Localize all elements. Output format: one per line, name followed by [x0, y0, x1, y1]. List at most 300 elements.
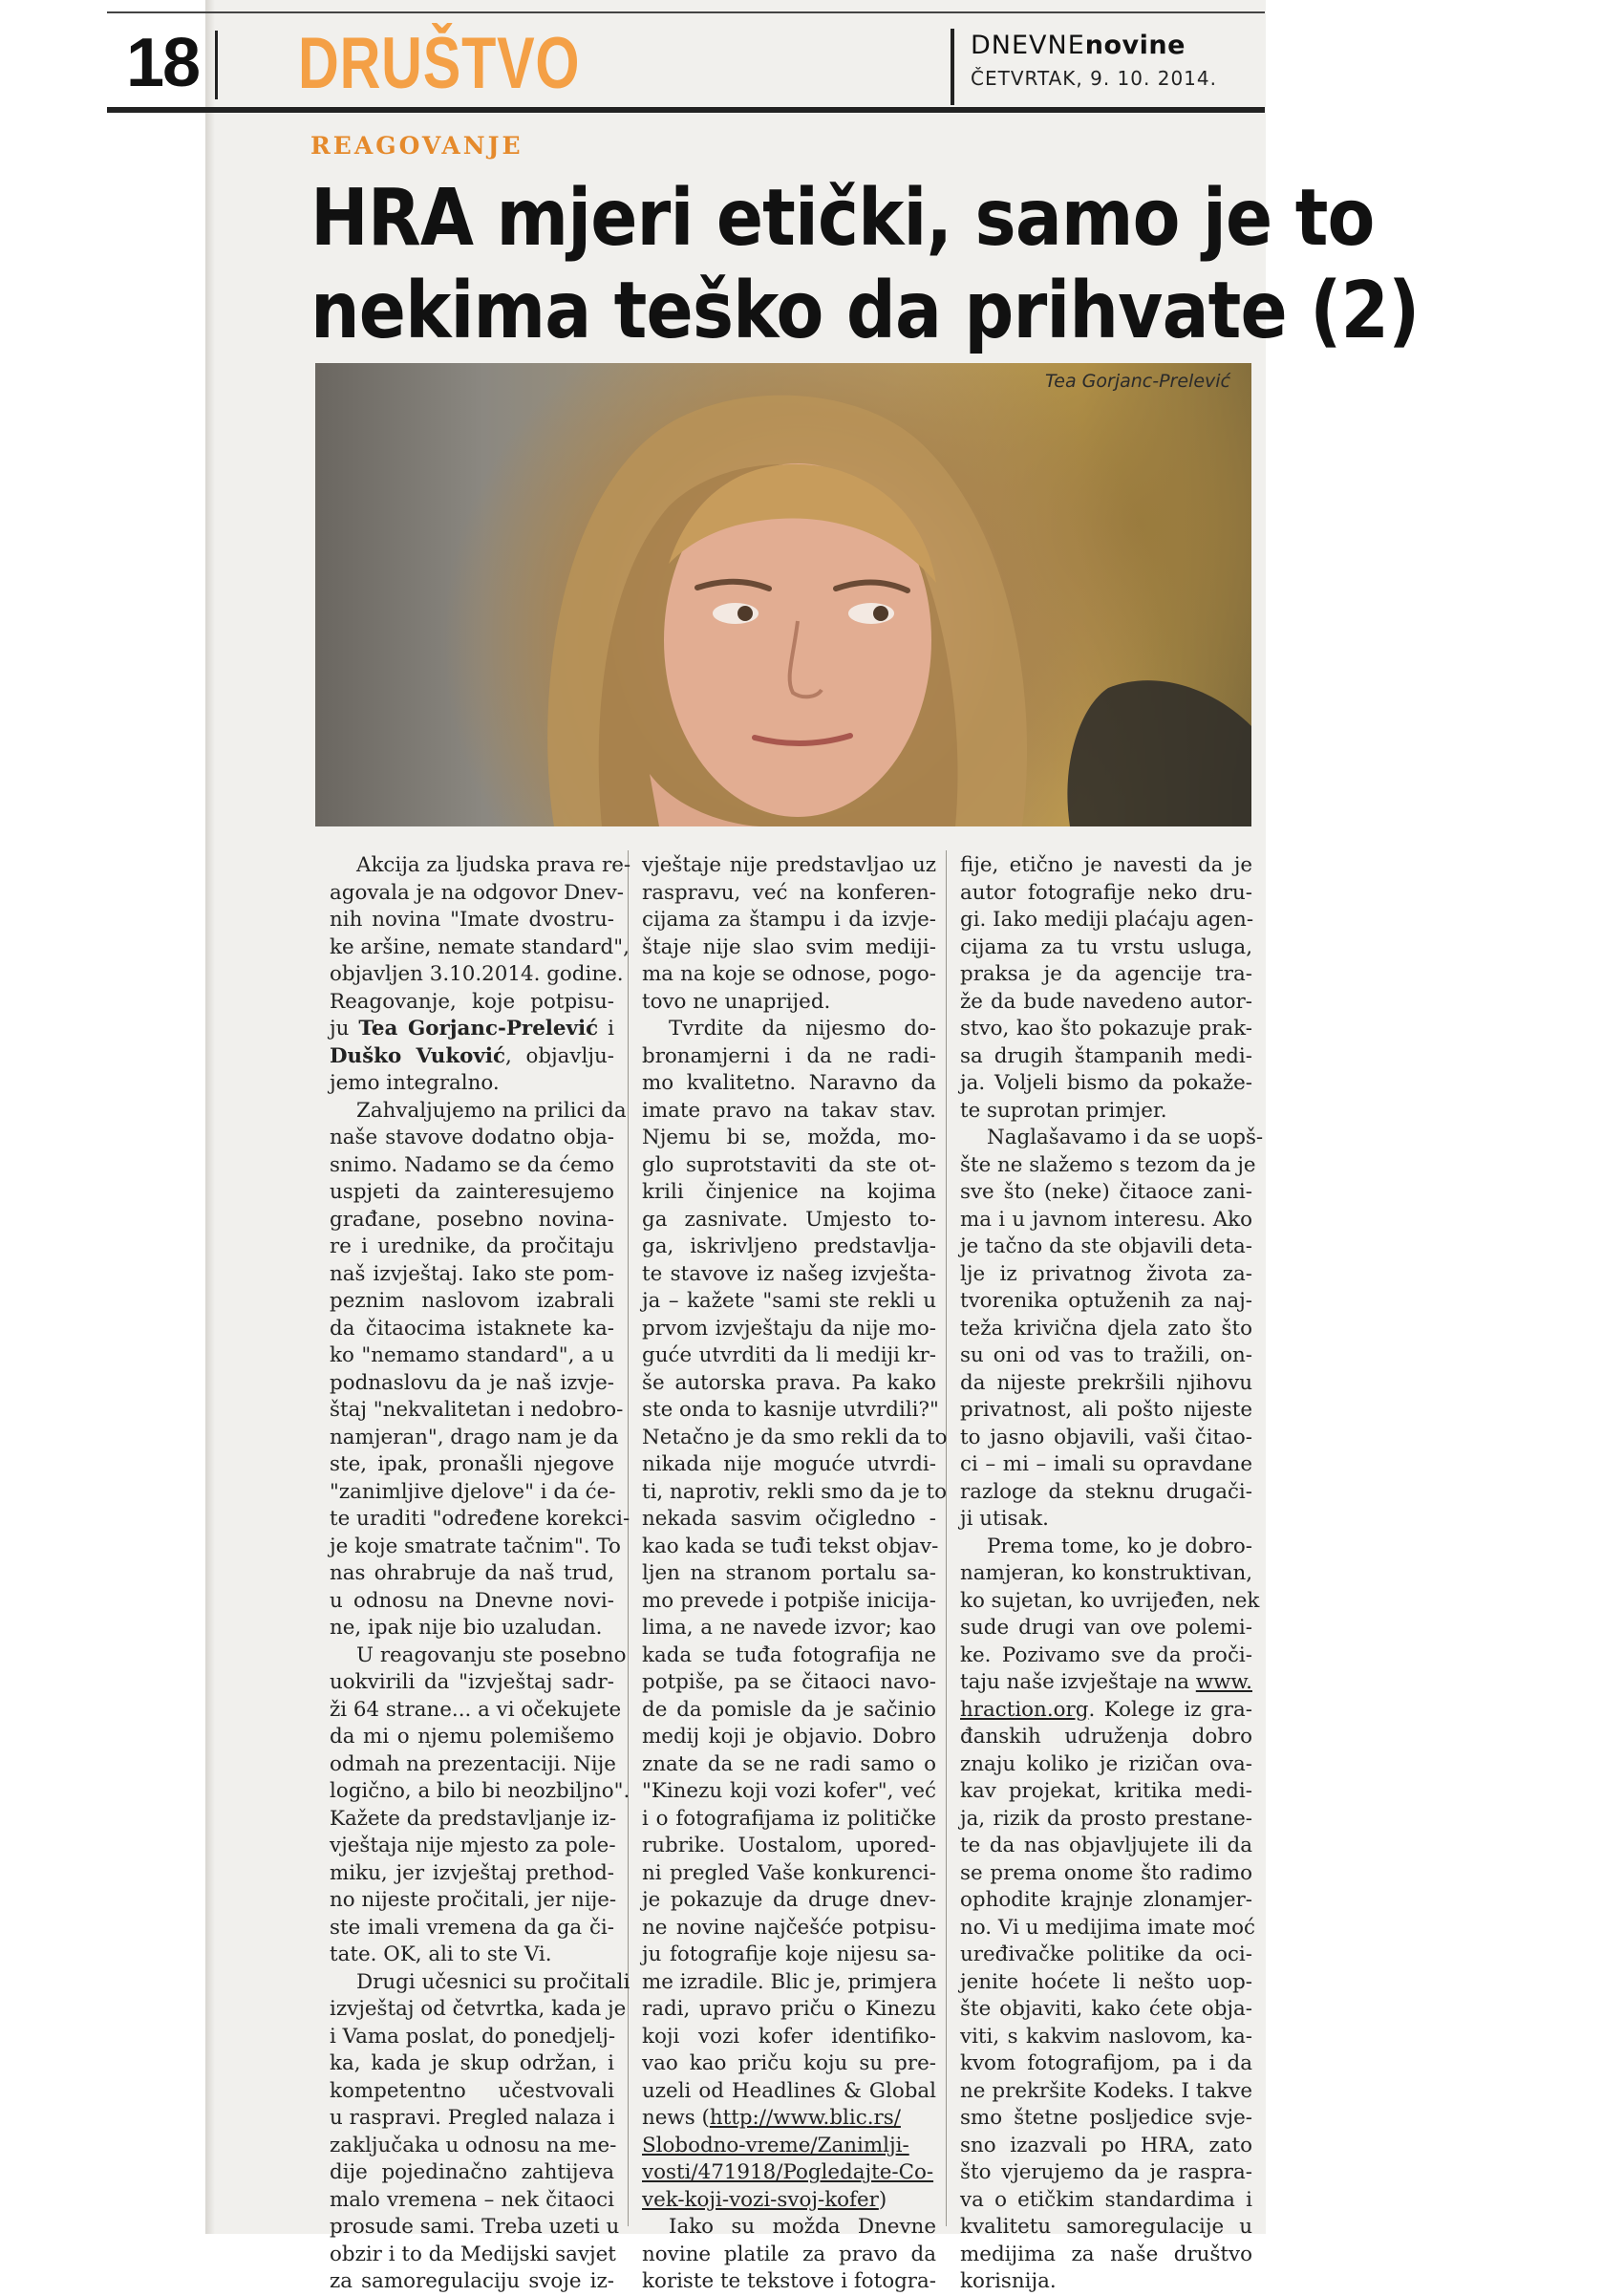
line-text: te suprotan primjer. [960, 1098, 1167, 1123]
article-line [330, 1288, 614, 1316]
line-text: me izradile. Blic je, primjera [642, 1969, 937, 1994]
line-text: gi. Iako mediji plaćaju agen- [960, 908, 1254, 932]
line-text: ophodite krajnje zlonamjer- [960, 1888, 1252, 1912]
line-text: su oni od vas to tražili, on- [960, 1343, 1252, 1367]
article-line [642, 989, 936, 1017]
line-text: . Kolege iz gra- [1088, 1697, 1252, 1722]
article-line [960, 1261, 1252, 1289]
article-line [330, 1806, 617, 1834]
line-text: stvo, kao što pokazuje prak- [960, 1017, 1252, 1041]
page-number: 18 [126, 25, 200, 101]
line-text: radi, upravo priču o Kinezu [642, 1997, 936, 2021]
line-text: je pokazuje da druge dnev- [642, 1888, 936, 1912]
article-line [330, 1207, 614, 1234]
article-line [642, 1179, 936, 1207]
line-text: ja. Voljeli bismo da pokaže- [960, 1071, 1252, 1095]
article-line [642, 880, 936, 908]
article-line [642, 1098, 936, 1126]
line-text: je koje smatrate tačnim". To [330, 1534, 621, 1558]
article-line [960, 1615, 1252, 1642]
article-line [642, 852, 936, 880]
article-line [642, 934, 936, 962]
article-line [330, 1397, 624, 1425]
article-line [960, 1288, 1252, 1316]
article-line [960, 1234, 1252, 1261]
article-line [960, 1506, 1252, 1534]
article-line [642, 1043, 936, 1071]
line-text: ne prekršite Kodeks. I takve [960, 2078, 1252, 2103]
headline-line-1: HRA mjeri etički, samo je to [310, 173, 1375, 264]
line-text: imate pravo na takav stav. [642, 1098, 936, 1123]
line-text: prosude sami. Treba uzeti u [330, 2215, 620, 2239]
author-name: Duško Vuković [330, 1043, 505, 1068]
author-name: Tea Gorjanc-Prelević [358, 1017, 599, 1041]
line-text: ci – mi – imali su opravdane [960, 1452, 1252, 1476]
newspaper-brand [971, 31, 1186, 60]
publication-date: ČETVRTAK, 9. 10. 2014. [971, 67, 1217, 90]
article-line [330, 1751, 614, 1779]
line-text: Njemu bi se, možda, mo- [642, 1126, 936, 1149]
line-text: Kažete da predstavljanje iz- [330, 1806, 617, 1831]
article-column-3 [960, 852, 1264, 2296]
line-text: ko "nemamo standard", a u [330, 1343, 614, 1367]
article-line [960, 2105, 1252, 2133]
article-line [330, 1043, 614, 1071]
article-line [330, 1152, 614, 1180]
article-line [642, 1288, 936, 1316]
line-text: nih novina "Imate dvostru- [330, 908, 614, 932]
article-line [330, 1234, 614, 1261]
article-column-2 [642, 852, 948, 2296]
line-text: ja – kažete "sami ste rekli u [642, 1289, 936, 1313]
article-line [960, 2050, 1252, 2078]
line-text: Tvrdite da nijesmo do- [669, 1017, 936, 1041]
line-text: u odnosu na Dnevne novi- [330, 1588, 614, 1613]
line-text: ka, kada je skup održan, i [330, 2051, 614, 2075]
article-line [330, 2133, 617, 2160]
line-text: uzeli od Headlines & Global [642, 2078, 936, 2103]
column-rule-1 [628, 850, 629, 2226]
line-text: štaje nije slao svim mediji- [642, 934, 936, 959]
line-text: nekada sasvim očigledno - [642, 1507, 936, 1531]
line-text: tate. OK, ali to ste Vi. [330, 1942, 552, 1966]
article-line [642, 1506, 936, 1534]
line-text: ju fotografije koje nijesu sa- [642, 1942, 936, 1966]
line-text: vao kao priču koju su pre- [642, 2051, 936, 2075]
line-text: dije pojedinačno zahtijeva [330, 2160, 614, 2184]
line-text: lima, a ne navede izvor; kao [642, 1616, 936, 1640]
line-text: obzir i to da Medijski savjet [330, 2242, 616, 2266]
article-line [330, 934, 630, 962]
line-text: kao kada se tuđi tekst objav- [642, 1534, 939, 1558]
line-text: te uraditi "određene korekci- [330, 1507, 630, 1531]
url-link[interactable]: vosti/471918/Pogledajte-Co- [642, 2160, 934, 2184]
article-line [642, 2268, 936, 2296]
line-text: že da bude navedeno autor- [960, 989, 1252, 1014]
article-line [330, 1615, 614, 1642]
line-text: ste imali vremena da ga či- [330, 1915, 614, 1940]
line-text: kompetentno učestvovali [330, 2078, 614, 2103]
article-line [960, 1806, 1252, 1834]
line-text: Naglašavamo i da se uopš- [987, 1126, 1264, 1149]
article-line [960, 961, 1252, 989]
line-text: nikada nije moguće utvrdi- [642, 1452, 936, 1476]
photo-credit: Tea Gorjanc-Prelević [1045, 371, 1230, 392]
article-line [960, 1751, 1252, 1779]
line-text: praksa je da agencije tra- [960, 962, 1252, 986]
article-column-1 [330, 852, 631, 2296]
article-line [642, 1370, 936, 1398]
line-text: Prema tome, ko je dobro- [987, 1534, 1252, 1558]
article-line [642, 1534, 939, 1561]
article-line [960, 1996, 1252, 2024]
article-line [642, 1479, 948, 1507]
brand-bold: novine [1084, 31, 1186, 60]
article-headline [310, 172, 1420, 357]
article-line [960, 1342, 1252, 1370]
article-line [960, 1451, 1252, 1479]
article-line [642, 1261, 936, 1289]
article-line [330, 1179, 614, 1207]
line-text: va o etičkim standardima i [960, 2187, 1252, 2212]
line-text: jemo integralno. [330, 1071, 500, 1095]
article-line [642, 1751, 936, 1779]
article-line [642, 1451, 936, 1479]
article-line [330, 1887, 617, 1915]
article-line [642, 1316, 936, 1343]
line-text: ga, iskrivljeno predstavlja- [642, 1234, 936, 1258]
article-line [960, 1479, 1252, 1507]
line-text: namjeran", drago nam je da [330, 1425, 619, 1449]
article-line [642, 1588, 936, 1616]
line-text: je tačno da ste objavili deta- [960, 1234, 1252, 1258]
article-line [960, 1560, 1252, 1588]
line-text: peznim naslovom izabrali [330, 1289, 614, 1313]
article-line [960, 880, 1252, 908]
article-line [642, 2105, 936, 2133]
line-text: Iako su možda Dnevne [669, 2215, 936, 2239]
url-link[interactable]: Slobodno-vreme/Zanimlji- [642, 2133, 909, 2157]
article-line [960, 1724, 1252, 1751]
article-line [330, 2268, 614, 2296]
line-text: tovo ne unaprijed. [642, 989, 831, 1014]
article-line [960, 2242, 1252, 2269]
article-line [642, 1969, 936, 1997]
article-line [642, 1669, 936, 1697]
article-line [330, 1588, 614, 1616]
article-line [642, 2159, 936, 2187]
article-line [960, 1534, 1252, 1561]
article-line [960, 1833, 1252, 1860]
article-line [642, 2214, 936, 2242]
line-text: ) [878, 2187, 887, 2212]
article-line [330, 1996, 627, 2024]
line-text: no nijeste pročitali, jer nije- [330, 1888, 617, 1912]
line-text: da nijeste prekršili njihovu [960, 1370, 1252, 1395]
line-text: sno izazvali po HRA, zato [960, 2133, 1252, 2157]
article-line [960, 1397, 1252, 1425]
article-line [960, 1915, 1256, 1942]
article-line [642, 1724, 936, 1751]
line-text: privatnost, ali pošto nijeste [960, 1398, 1252, 1422]
article-line [642, 1207, 936, 1234]
line-text: za samoregulaciju svoje iz- [330, 2269, 614, 2293]
article-line [330, 2105, 614, 2133]
article-line [330, 961, 624, 989]
line-text: ko sujetan, ko uvrijeđen, nek [960, 1588, 1260, 1613]
article-line [960, 1125, 1264, 1152]
article-line [960, 2159, 1252, 2187]
article-line [960, 1778, 1252, 1806]
article-line [330, 1425, 619, 1452]
article-line [960, 1179, 1252, 1207]
article-line [642, 1860, 936, 1888]
article-line [960, 1860, 1252, 1888]
line-text: Zahvaljujemo na prilici da [356, 1098, 627, 1123]
article-line [960, 1316, 1252, 1343]
article-line [642, 1342, 936, 1370]
article-line [642, 2187, 936, 2215]
article-line [642, 2242, 936, 2269]
line-text: mo kvalitetno. Naravno da [642, 1071, 936, 1095]
article-line [330, 2187, 614, 2215]
article-line [330, 2078, 614, 2106]
line-text: lje iz privatnog života za- [960, 1261, 1252, 1286]
line-text: naše stavove dodatno obja- [330, 1126, 614, 1149]
article-line [960, 1697, 1252, 1725]
page-header [107, 11, 1265, 112]
article-line [960, 1942, 1252, 1969]
article-line [642, 1070, 936, 1098]
url-link[interactable]: www. [1195, 1670, 1252, 1694]
line-text: glo suprotstaviti da ste ot- [642, 1152, 936, 1177]
line-text: ke aršine, nemate standard", [330, 934, 630, 959]
header-top-rule [107, 11, 1265, 13]
url-link[interactable]: vek-koji-vozi-svoj-kofer [642, 2187, 879, 2212]
line-text: šte objaviti, kako ćete obja- [960, 1997, 1252, 2021]
line-text: ni pregled Vaše konkurenci- [642, 1860, 936, 1885]
line-text: ke. Pozivamo sve da pročі- [960, 1642, 1252, 1667]
article-line [330, 1778, 630, 1806]
line-text: ju [330, 1017, 359, 1041]
article-kicker: REAGOVANJE [310, 132, 524, 160]
article-line [330, 1506, 630, 1534]
article-line [642, 1615, 936, 1642]
line-text: đanskih udruženja dobro [960, 1725, 1252, 1749]
line-text: Akcija za ljudska prava re- [356, 853, 631, 877]
line-text: vještaje nije predstavljao uz [642, 853, 936, 877]
line-text: kvalitetu samoregulacije u [960, 2215, 1252, 2239]
line-text: raspravu, već na konferen- [642, 880, 936, 905]
line-text: snimo. Nadamo se da ćemo [330, 1152, 614, 1177]
line-text: ljen na stranom portalu sa- [642, 1561, 936, 1585]
article-line [642, 1996, 936, 2024]
article-line [642, 907, 936, 934]
article-line [330, 1560, 614, 1588]
line-text: sude drugi van ove polemi- [960, 1616, 1252, 1640]
line-text: kvom fotografijom, pa i da [960, 2051, 1252, 2075]
line-text: "zanimljive djelove" i da će- [330, 1479, 616, 1504]
article-line [960, 1370, 1252, 1398]
line-text: razloge da steknu drugači- [960, 1479, 1252, 1504]
line-text: ma i u javnom interesu. Ako [960, 1207, 1252, 1232]
portrait-illustration [315, 363, 1251, 826]
line-text: bronamjerni i da ne radi- [642, 1043, 936, 1068]
line-text: i [598, 1017, 614, 1041]
article-line [960, 989, 1252, 1017]
line-text: malo vremena – nek čitaoci [330, 2187, 614, 2212]
line-text: no. Vi u medijima imate moć [960, 1915, 1256, 1940]
line-text: se prema onome što radimo [960, 1860, 1252, 1885]
article-line [960, 1887, 1252, 1915]
article-line [960, 1070, 1252, 1098]
article-line [960, 2078, 1252, 2106]
article-line [642, 1234, 936, 1261]
line-text: kav projekat, kritika medi- [960, 1779, 1252, 1803]
line-text: štaj "nekvalitetan i nedobro- [330, 1398, 624, 1422]
article-line [330, 1724, 614, 1751]
article-line [330, 907, 614, 934]
line-text: ži 64 strane... a vi očekujete [330, 1697, 622, 1722]
article-line [960, 852, 1252, 880]
line-text: agovala je na odgovor Dnev- [330, 880, 625, 905]
header-bottom-rule [107, 107, 1265, 113]
article-line [330, 1316, 614, 1343]
line-text: ne, ipak nije bio uzaludan. [330, 1616, 603, 1640]
line-text: ste onda to kasnije utvrdili?" [642, 1398, 939, 1422]
article-line [642, 1642, 936, 1670]
article-line [642, 1397, 939, 1425]
line-text: guće utvrditi da li mediji kr- [642, 1343, 936, 1367]
article-line [960, 907, 1252, 934]
article-line [330, 1860, 614, 1888]
article-line [330, 2159, 614, 2187]
article-line [330, 880, 625, 908]
article-line [960, 1969, 1252, 1997]
url-link[interactable]: http://www.blic.rs/ [709, 2106, 901, 2130]
article-line [330, 1534, 621, 1561]
article-line [642, 1125, 936, 1152]
url-link[interactable]: hraction.org [960, 1697, 1089, 1722]
article-line [642, 961, 936, 989]
article-line [330, 2050, 614, 2078]
line-text: Drugi učesnici su pročitali [356, 1969, 630, 1994]
line-text: i o fotografijama iz političke [642, 1806, 936, 1831]
line-text: še autorska prava. Pa kako [642, 1370, 936, 1395]
line-text: news ( [642, 2106, 710, 2130]
article-line [330, 2214, 620, 2242]
line-text: kada se tuđa fotografija ne [642, 1642, 936, 1667]
line-text: , objavlju- [505, 1043, 614, 1068]
article-line [642, 1806, 936, 1834]
article-line [642, 2024, 936, 2051]
line-text: novine platile za pravo da [642, 2242, 936, 2266]
article-line [330, 1125, 614, 1152]
line-text: šte ne slažemo s tezom da je [960, 1152, 1256, 1177]
article-line [642, 1833, 936, 1860]
article-line [330, 1969, 630, 1997]
line-text: vještaja nije mjesto za pole- [330, 1834, 616, 1857]
article-line [960, 1642, 1252, 1670]
line-text: uokvirili da "izvještaj sadr- [330, 1670, 614, 1694]
line-text: ma na koje se odnose, pogo- [642, 962, 936, 986]
line-text: da mi o njemu polemišemo [330, 1725, 614, 1749]
line-text: prvom izvještaju da nije mo- [642, 1316, 936, 1341]
article-line [330, 1942, 614, 1969]
article-line [642, 2050, 936, 2078]
line-text: znate da se ne radi samo o [642, 1751, 936, 1776]
article-line [960, 1425, 1252, 1452]
line-text: zaključaka u odnosu na me- [330, 2133, 617, 2157]
line-text: krili činjenice na kojima [642, 1180, 936, 1204]
article-line [642, 1887, 936, 1915]
page-number-divider [215, 31, 218, 99]
line-text: ga zasnivate. Umjesto to- [642, 1207, 936, 1232]
line-text: naš izvještaj. Iako ste pom- [330, 1261, 614, 1286]
line-text: izvještaj od četvrtka, kada je [330, 1997, 627, 2021]
line-text: "Kinezu koji vozi kofer", već [642, 1779, 936, 1803]
article-line [642, 1425, 948, 1452]
article-line [960, 2133, 1252, 2160]
line-text: odmah na prezentaciji. Nije [330, 1751, 616, 1776]
line-text: sve što (neke) čitaoce zani- [960, 1180, 1252, 1204]
line-text: tvorenika optuženih za naj- [960, 1289, 1252, 1313]
article-line [960, 1207, 1252, 1234]
line-text: miku, jer izvještaj prethod- [330, 1860, 614, 1885]
headline-line-2: nekima teško da prihvate (2) [310, 266, 1420, 356]
article-line [960, 1043, 1252, 1071]
line-text: smo štetne posljedice svje- [960, 2106, 1252, 2130]
article-line [642, 1915, 936, 1942]
column-rule-2 [946, 850, 947, 2226]
article-line [330, 1016, 614, 1043]
line-text: sa drugih štampanih medi- [960, 1043, 1252, 1068]
article-line [330, 1915, 614, 1942]
brand-divider [951, 29, 954, 105]
line-text: autor fotografije neko dru- [960, 880, 1252, 905]
line-text: ne novine najčešće potpisu- [642, 1915, 936, 1940]
article-line [330, 2024, 614, 2051]
article-line [960, 1669, 1252, 1697]
section-name: DRUŠTVO [298, 23, 581, 104]
line-text: ja, rizik da prosto prestane- [960, 1806, 1252, 1831]
article-line [960, 1098, 1252, 1126]
article-line [642, 1778, 936, 1806]
article-line [330, 1669, 614, 1697]
line-text: ti, naprotiv, rekli smo da je to [642, 1479, 948, 1504]
line-text: ste, ipak, pronašli njegove [330, 1452, 614, 1476]
line-text: objavljen 3.10.2014. godine. [330, 962, 624, 986]
line-text: viti, s kakvim naslovom, ka- [960, 2024, 1252, 2049]
article-line [642, 2078, 936, 2106]
line-text: koriste te tekstove i fotogra- [642, 2269, 937, 2293]
brand-light: DNEVNE [971, 31, 1085, 60]
line-text: rubrike. Uostalom, upored- [642, 1834, 936, 1857]
article-line [330, 2242, 614, 2269]
line-text: Netačno je da smo rekli da to [642, 1425, 948, 1449]
line-text: fije, etično je navesti da je [960, 853, 1252, 877]
line-text: to jasno objavili, vaši čitao- [960, 1425, 1252, 1449]
line-text: re i urednike, da pročitaju [330, 1234, 614, 1258]
line-text: uspjeti da zainteresujemo [330, 1180, 614, 1204]
article-line [330, 1261, 614, 1289]
article-line [960, 934, 1252, 962]
article-line [960, 2187, 1252, 2215]
line-text: cijama za štampu i da izvje- [642, 908, 936, 932]
article-line [330, 1642, 627, 1670]
line-text: uređivačke politike da oci- [960, 1942, 1252, 1966]
article-line [330, 1833, 614, 1860]
